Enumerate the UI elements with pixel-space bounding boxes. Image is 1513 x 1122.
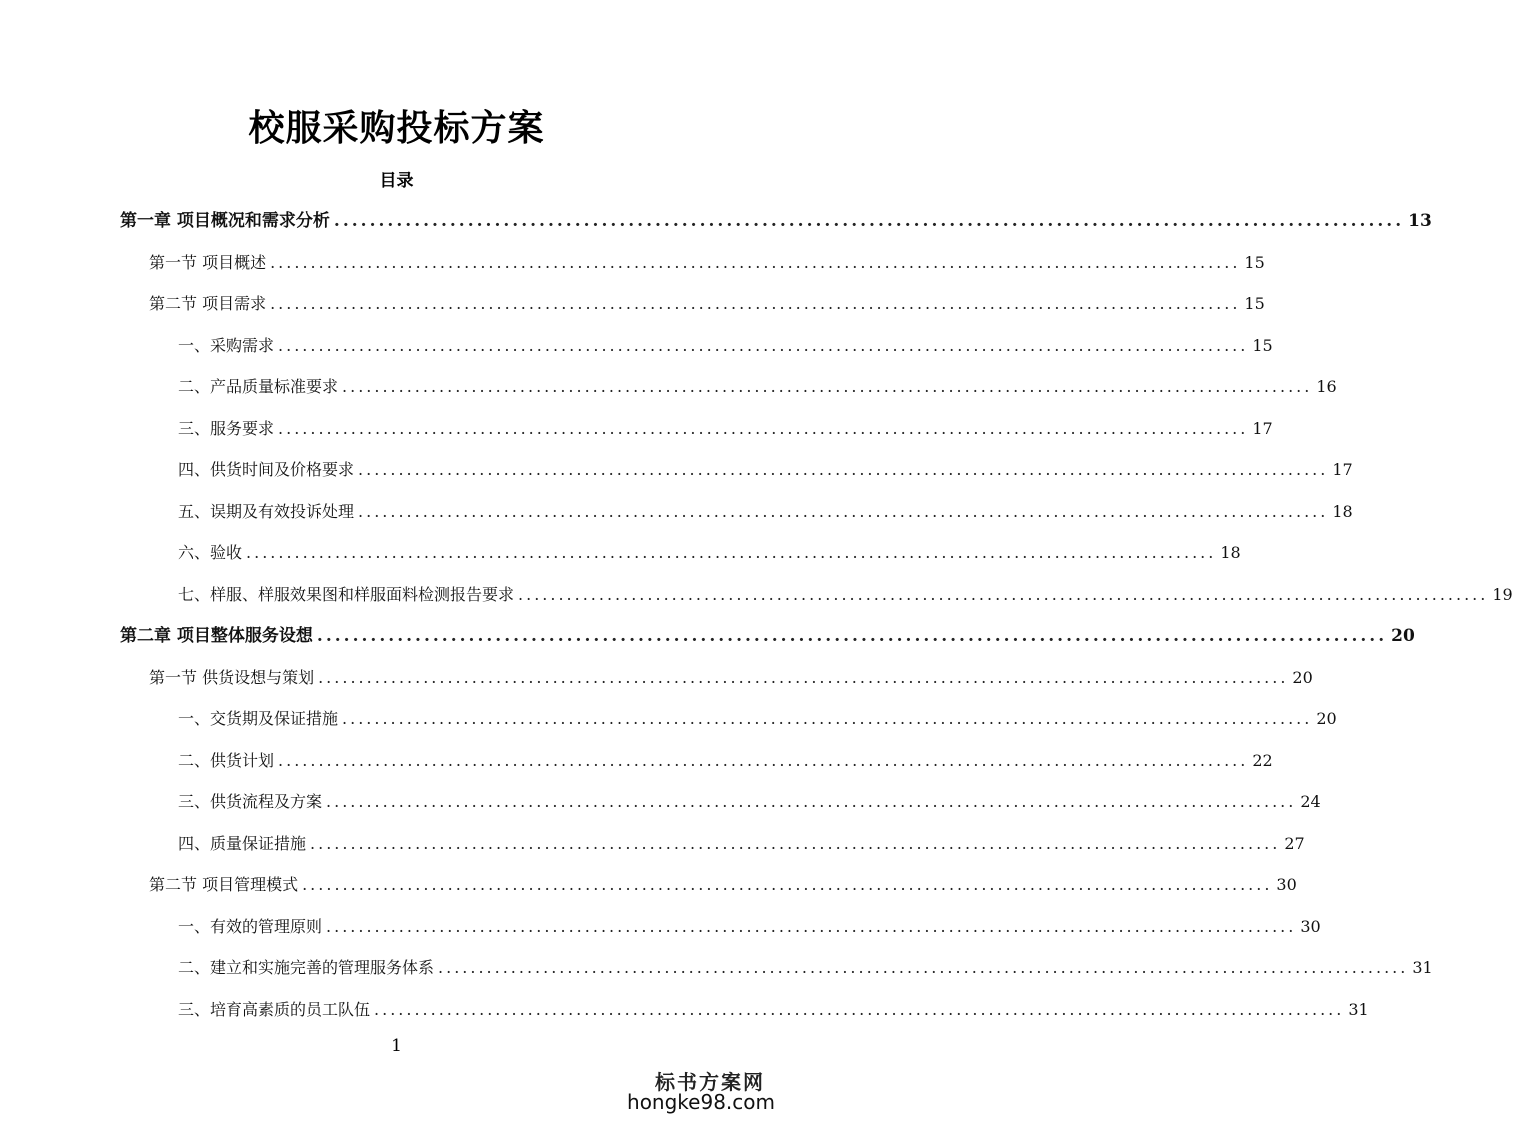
toc-entry-page: 20 (1316, 709, 1337, 728)
toc-entry[interactable] (178, 787, 1321, 813)
toc-entry[interactable] (178, 746, 1273, 772)
watermark-url: hongke98.com (627, 1090, 775, 1114)
toc-entry-label: 六、验收 (178, 543, 243, 562)
toc-entry-page: 22 (1252, 750, 1273, 770)
toc-entry[interactable] (178, 580, 1513, 606)
toc-entry-label: 第一节 供货设想与策划 (149, 667, 315, 687)
toc-entry[interactable] (178, 995, 1369, 1021)
watermark-title: 标书方案网 (655, 1070, 765, 1094)
toc-leader-dots: ........................................................................................................................ (246, 543, 1217, 562)
toc-entry-page: 18 (1332, 501, 1353, 521)
toc-leader-dots: ........................................................................................................................ (316, 626, 1388, 646)
toc-entry-page: 15 (1252, 335, 1273, 355)
toc-entry-label: 三、服务要求 (178, 418, 275, 438)
toc-heading: 目录 (379, 171, 414, 191)
toc-leader-dots: ........................................................................................................................ (374, 999, 1345, 1019)
toc-entry[interactable] (178, 331, 1273, 357)
page-number: 1 (391, 1036, 402, 1056)
toc-entry-page: 15 (1244, 294, 1265, 313)
toc-entry-label: 五、误期及有效投诉处理 (178, 501, 355, 521)
toc-entry-label: 七、样服、样服效果图和样服面料检测报告要求 (178, 584, 515, 604)
toc-entry-page: 18 (1220, 543, 1241, 562)
toc-entry-page: 31 (1348, 999, 1369, 1019)
toc-leader-dots: ........................................................................................................................ (342, 709, 1313, 728)
toc-entry-page: 20 (1391, 626, 1415, 646)
toc-entry-label: 第二节 项目管理模式 (149, 875, 299, 894)
toc-entry[interactable] (178, 372, 1337, 398)
toc-entry-label: 一、交货期及保证措施 (178, 709, 339, 728)
toc-entry-label: 三、培育高素质的员工队伍 (178, 999, 371, 1019)
toc-leader-dots: ........................................................................................................................ (278, 335, 1249, 355)
toc-leader-dots: ........................................................................................................................ (302, 875, 1273, 894)
document-title: 校服采购投标方案 (248, 107, 545, 149)
toc-leader-dots: ........................................................................................................................ (438, 958, 1409, 977)
toc-entry-label: 二、建立和实施完善的管理服务体系 (178, 958, 435, 977)
toc-entry-label: 三、供货流程及方案 (178, 792, 323, 811)
toc-entry-label: 四、供货时间及价格要求 (178, 460, 355, 479)
toc-entry-label: 第一章 项目概况和需求分析 (120, 211, 330, 231)
toc-entry-page: 17 (1332, 460, 1353, 479)
toc-leader-dots: ........................................................................................................................ (270, 252, 1241, 272)
toc-entry[interactable] (178, 414, 1273, 440)
toc-entry[interactable] (120, 621, 1415, 647)
toc-leader-dots: ........................................................................................................................ (318, 667, 1289, 687)
toc-entry[interactable] (149, 663, 1313, 689)
toc-entry-label: 一、采购需求 (178, 335, 275, 355)
toc-entry-page: 30 (1276, 875, 1297, 894)
toc-entry-label: 第一节 项目概述 (149, 252, 267, 272)
toc-entry-label: 二、产品质量标准要求 (178, 377, 339, 396)
toc-entry[interactable] (149, 248, 1265, 274)
toc-leader-dots: ........................................................................................................................ (342, 377, 1313, 396)
toc-leader-dots: ........................................................................................................................ (358, 460, 1329, 479)
toc-leader-dots: ........................................................................................................................ (310, 833, 1281, 853)
toc-leader-dots: ........................................................................................................................ (278, 418, 1249, 438)
toc-entry[interactable] (178, 538, 1241, 564)
toc-entry-page: 30 (1300, 916, 1321, 936)
toc-entry[interactable] (178, 953, 1433, 979)
toc-entry-page: 31 (1412, 958, 1433, 977)
toc-leader-dots: ........................................................................................................................ (326, 792, 1297, 811)
toc-entry-page: 16 (1316, 377, 1337, 396)
toc-entry-label: 第二章 项目整体服务设想 (120, 626, 313, 646)
toc-entry-label: 一、有效的管理原则 (178, 916, 323, 936)
toc-entry[interactable] (178, 912, 1321, 938)
toc-entry-page: 20 (1292, 667, 1313, 687)
toc-leader-dots: ........................................................................................................................ (358, 501, 1329, 521)
toc-entry[interactable] (149, 289, 1265, 315)
toc-entry-label: 第二节 项目需求 (149, 294, 267, 313)
toc-entry[interactable] (178, 497, 1353, 523)
toc-leader-dots: ........................................................................................................................ (518, 584, 1489, 604)
toc-entry-page: 19 (1492, 584, 1513, 604)
toc-entry-page: 24 (1300, 792, 1321, 811)
toc-entry-page: 17 (1252, 418, 1273, 438)
toc-entry[interactable] (178, 704, 1337, 730)
toc-entry[interactable] (120, 206, 1432, 232)
toc-entry-page: 15 (1244, 252, 1265, 272)
toc-entry[interactable] (178, 829, 1305, 855)
toc-entry-label: 二、供货计划 (178, 750, 275, 770)
toc-entry[interactable] (149, 870, 1297, 896)
toc-entry-page: 27 (1284, 833, 1305, 853)
toc-leader-dots: ........................................................................................................................ (326, 916, 1297, 936)
toc-entry-label: 四、质量保证措施 (178, 833, 307, 853)
toc-leader-dots: ........................................................................................................................ (278, 750, 1249, 770)
toc-entry[interactable] (178, 455, 1353, 481)
toc-leader-dots: ........................................................................................................................ (333, 211, 1405, 231)
toc-leader-dots: ........................................................................................................................ (270, 294, 1241, 313)
toc-entry-page: 13 (1408, 211, 1432, 231)
